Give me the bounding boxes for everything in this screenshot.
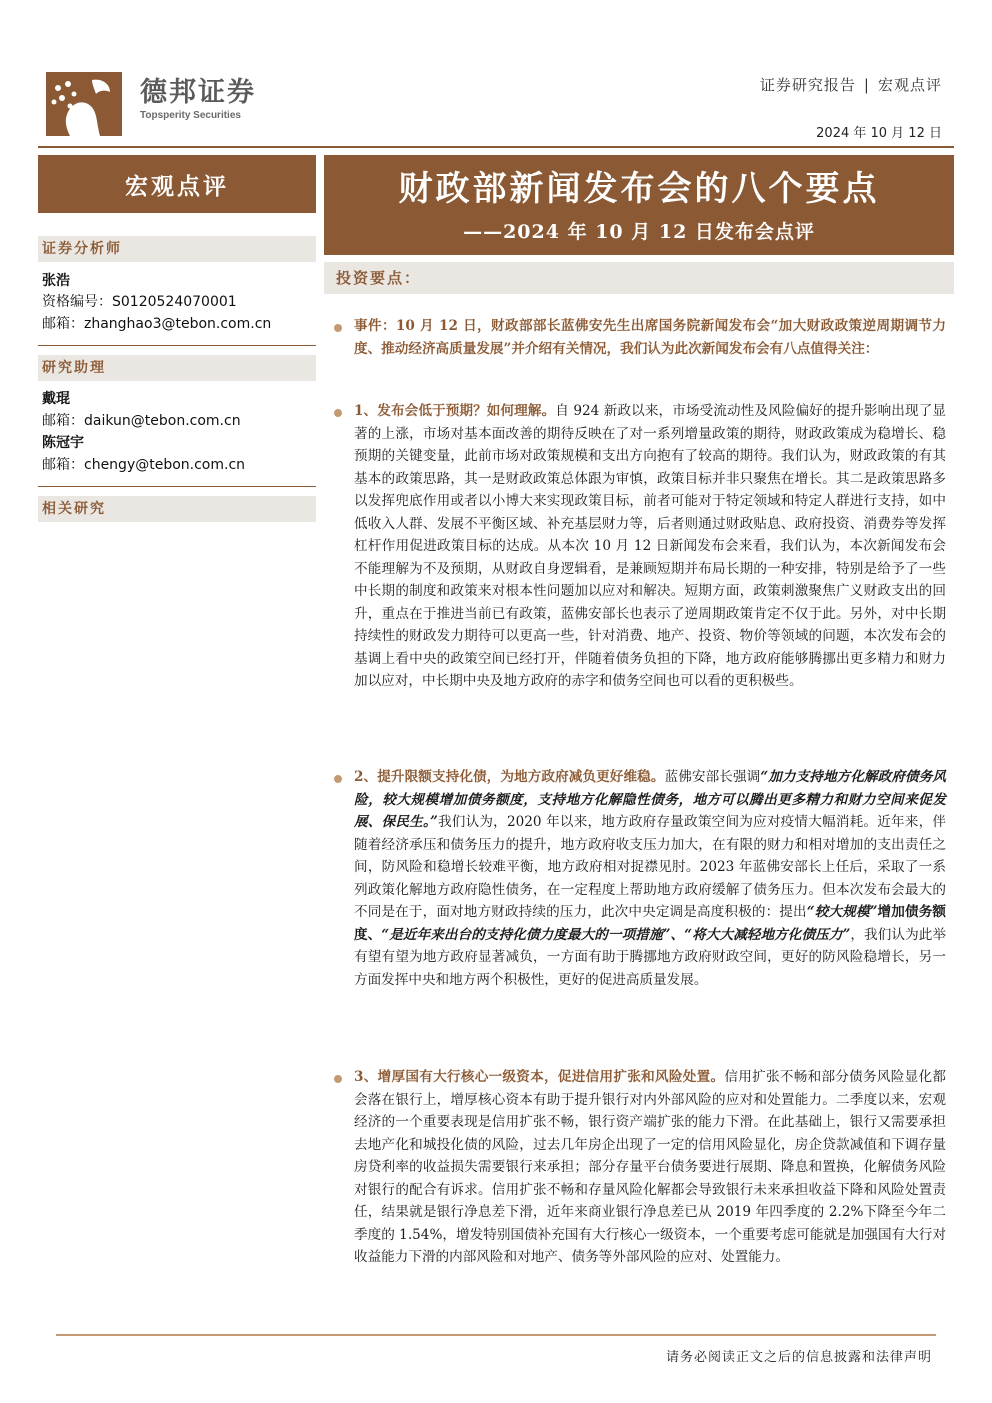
point-1-paragraph <box>354 400 946 693</box>
sidebar-divider <box>38 345 316 346</box>
analyst-name: 张浩 <box>42 273 70 289</box>
bullet-icon <box>334 1075 342 1083</box>
assistant-name: 戴琨 <box>42 391 70 407</box>
assistant-name: 陈冠宇 <box>42 435 84 451</box>
bullet-icon <box>334 409 342 417</box>
brand-name-cn: 德邦证券 <box>140 77 256 108</box>
brand <box>140 78 256 121</box>
event-paragraph: 事件：10 月 12 日，财政部部长蓝佛安先生出席国务院新闻发布会“加大财政政策逆周期调节力度、推动经济高质量发展”并介绍有关情况，我们认为此次新闻发布会有八点值得关注： <box>354 318 946 357</box>
assistant-email[interactable]: 邮箱：daikun@tebon.com.cn <box>42 413 241 429</box>
point-2-mid: 增加债务额度、 <box>354 904 947 943</box>
point-3-title: 3、增厚国有大行核心一级资本，促进信用扩张和风险处置。 <box>354 1069 725 1085</box>
report-type <box>760 74 942 95</box>
brand-name-en: Topsperity Securities <box>140 110 241 121</box>
header-divider <box>38 146 954 148</box>
page-subtitle: ——2024 年 10 月 12 日发布会点评 <box>463 221 815 243</box>
report-date: 2024 年 10 月 12 日 <box>816 126 942 141</box>
key-points-heading: 投资要点： <box>324 262 954 294</box>
report-category: 宏观点评 <box>877 76 942 94</box>
point-3-body: 信用扩张不畅和部分债务风险显化都会落在银行上，增厚核心资本有助于提升银行对内外部风险的应对和处置能力。二季度以来，宏观经济的一个重要表现是信用扩张不畅，银行资产端扩张的能力下滑。在此基础上，银行又需要承担去地产化和城投化债的风险，过去几年房企出现了一定的信用风险显化，房企贷款减值和下调存量房贷利率的收益损失需要银行来承担；部分存量平台债务要进行展期、降息和置换，化解债务风险对银行的配合有诉求。信用扩张不畅和存量风险化解都会导致银行未来承担收益下降和风险处置责任，结果就是银行净息差下滑，近年来商业银行净息差已从 2019 年四季度的 2.2%下降至今年二季度的 1.54%，增发特别国债补充国有大行核心一级资本，一个重要考虑可能就是加强国有大行对收益能力下滑的内部风险和对地产、债务等外部风险的应对、处置能力。 <box>354 1069 946 1265</box>
point-2-quote-b: “是近年来出台的支持化债力度最大的一项措施”、“将大大减轻地方化债压力” <box>381 926 851 943</box>
assistant-email[interactable]: 邮箱：chengy@tebon.com.cn <box>42 457 246 473</box>
point-2-paragraph <box>354 766 946 991</box>
sidebar-divider <box>38 486 316 487</box>
point-2-body-end: ，我们认为此举有望有望为地方政府显著减负，一方面有助于腾挪地方政府财政空间，更好的防风险稳增长，另一方面发挥中央和地方两个积极性，更好的促进高质量发展。 <box>354 926 947 988</box>
company-logo <box>44 70 124 138</box>
bullet-icon <box>334 324 342 332</box>
assistant-heading: 研究助理 <box>38 355 316 381</box>
point-1-body: 自 924 新政以来，市场受流动性及风险偏好的提升影响出现了显著的上涨，市场对基本面改善的期待反映在了对一系列增量政策的期待，财政政策成为稳增长、稳预期的关键变量，此前市场对政策规模和支出方向抱有了较高的期待。我们认为，财政政策的有其基本的政策思路，其一是财政政策总体跟为审慎，政策目标并非只聚焦在增长。其二是政策思路多以发挥兜底作用或者以小博大来实现政策目标，前者可能对于特定领域和特定人群进行支持，如中低收入人群、发展不平衡区域、补充基层财力等，后者则通过财政贴息、政府投资、消费券等发挥杠杆作用促进政策目标的达成。从本次 10 月 12 日新闻发布会来看，我们认为，本次新闻发布会不能理解为不及预期，从财政自身逻辑看，是兼顾短期并布局长期的一种安排，特别是给予了一些中长期的制度和政策来对根本性问题加以应对和解决。短期方面，政策刺激聚焦广义财政支出的回升，重点在于推进当前已有政策，蓝佛安部长也表示了逆周期政策肯定不仅于此。另外，对中长期持续性的财政发力期待可以更高一些，针对消费、地产、投资、物价等领域的问题，本次发布会的基调上看中央的政策空间已经打开，伴随着债务负担的下降，地方政府能够腾挪出更多精力和财力加以应对，中长期中央及地方政府的赤字和债务空间也可以看的更积极些。 <box>354 403 946 689</box>
point-2-title: 2、提升限额支持化债，为地方政府减负更好维稳。 <box>354 769 665 785</box>
disclaimer-note: 请务必阅读正文之后的信息披露和法律声明 <box>665 1350 932 1365</box>
separator: | <box>863 76 870 94</box>
point-3-paragraph <box>354 1066 946 1269</box>
point-2-lead: 蓝佛安部长强调 <box>664 769 761 785</box>
point-1-title: 1、发布会低于预期？如何理解。 <box>354 403 556 419</box>
bullet-icon <box>334 775 342 783</box>
point-2-quote: “加力支持地方化解政府债务风险，较大规模增加债务额度，支持地方化解隐性债务，地方可以腾出更多精力和财力空间来促发展、保民生。” <box>354 769 947 830</box>
analyst-license: 资格编号：S0120524070001 <box>42 294 237 310</box>
footer-divider <box>56 1334 936 1336</box>
report-type-label: 证券研究报告 <box>759 76 856 94</box>
point-2-body: 我们认为，2020 年以来，地方政府存量政策空间为应对疫情大幅消耗。近年来，伴随着经济承压和债务压力的提升，地方政府收支压力加大，在有限的财力和相对增加的支出责任之间，防风险和稳增长较难平衡，地方政府相对捉襟见肘。2023 年蓝佛安部长上任后，采取了一系列政策化解地方政府隐性债务，在一定程度上帮助地方政府缓解了债务压力。但本次发布会最大的不同是在于，面对地方财政持续的压力，此次中央定调是高度积极的：提出 <box>354 814 946 920</box>
related-research-heading: 相关研究 <box>38 496 316 522</box>
page-title: 财政部新闻发布会的八个要点 <box>398 169 880 209</box>
point-2-quote-a: “较大规模” <box>806 904 878 920</box>
category-banner: 宏观点评 <box>38 155 316 213</box>
title-banner <box>324 155 954 255</box>
analyst-heading: 证券分析师 <box>38 236 316 262</box>
analyst-email[interactable]: 邮箱：zhanghao3@tebon.com.cn <box>42 316 272 332</box>
